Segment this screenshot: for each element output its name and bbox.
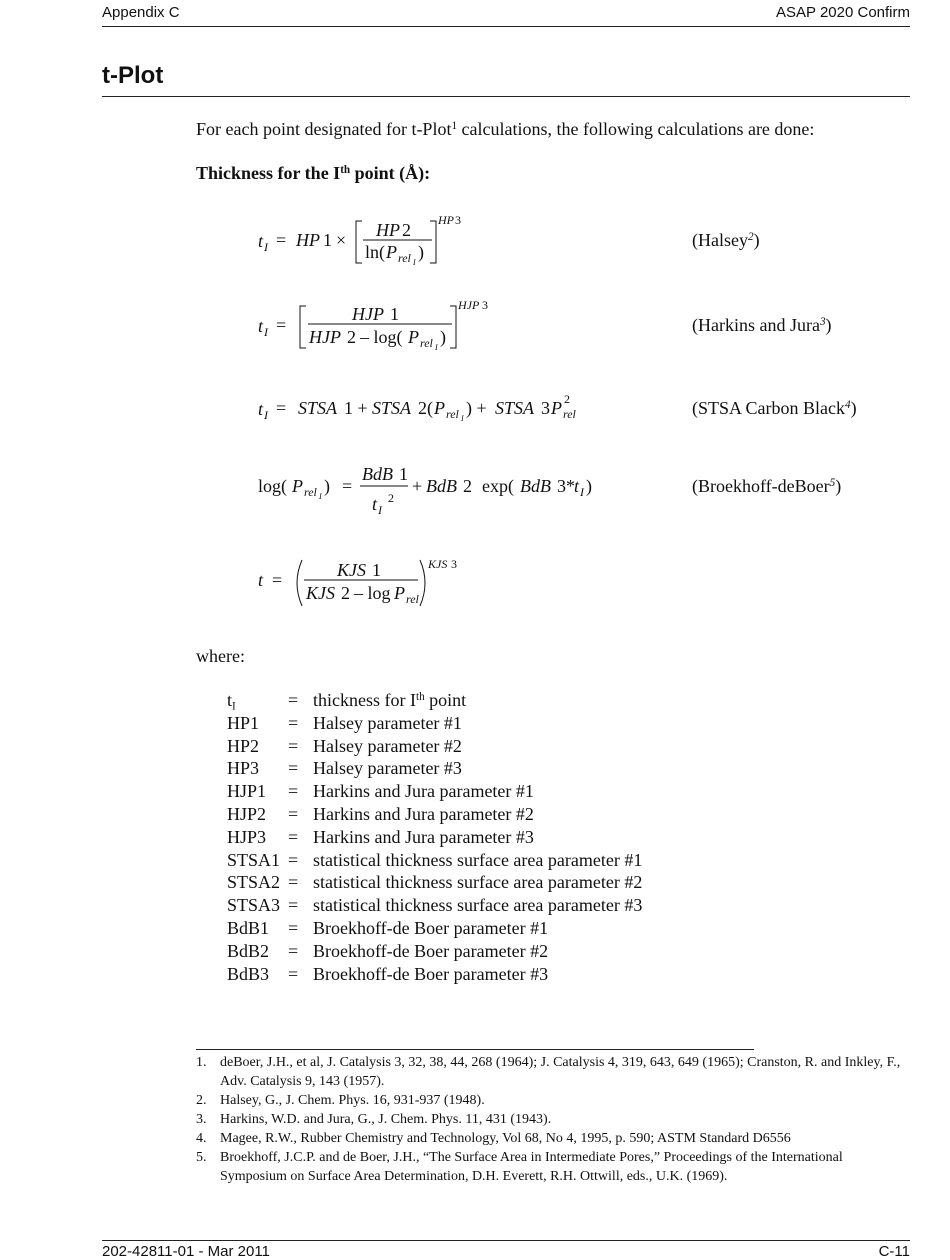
footnote	[196, 1110, 912, 1129]
thickness-heading	[196, 163, 430, 184]
definition-symbol: BdB2	[227, 940, 270, 961]
equals-sign: =	[288, 895, 299, 916]
svg-text:): )	[586, 476, 592, 496]
definition-symbol: HP2	[227, 735, 260, 756]
equation-name: Harkins and Jura	[698, 315, 820, 335]
svg-text:HP: HP	[296, 230, 320, 250]
running-header-right: ASAP 2020 Confirm	[776, 4, 910, 21]
footnote	[196, 1129, 912, 1148]
svg-text:t: t	[258, 570, 264, 590]
heading-text: Thickness for the I	[196, 163, 341, 183]
equation-ref: 4	[845, 398, 851, 411]
svg-text:I: I	[319, 492, 322, 501]
section-title: t-Plot	[102, 62, 164, 89]
footnote	[196, 1053, 912, 1091]
equation-ref: 2	[747, 230, 754, 243]
svg-text:KJS: KJS	[306, 583, 335, 603]
where-label: where:	[196, 646, 245, 666]
svg-text:BdB: BdB	[520, 476, 551, 496]
svg-text:HJP: HJP	[352, 304, 384, 324]
definition-description: Halsey parameter #3	[313, 758, 462, 779]
svg-text:=: =	[276, 230, 287, 250]
svg-text:I: I	[264, 325, 268, 339]
svg-text:2: 2	[347, 327, 356, 347]
svg-text:2: 2	[463, 476, 472, 496]
equation-ref: 5	[829, 476, 836, 489]
svg-text:BdB: BdB	[426, 476, 457, 496]
svg-text:2: 2	[564, 392, 570, 406]
footnote-number: 4.	[196, 1131, 207, 1146]
equation-label-broekhoff-deboer: (Broekhoff-deBoer$^5$)	[692, 476, 842, 496]
svg-text:rel: rel	[446, 407, 459, 421]
svg-text:=: =	[342, 476, 353, 496]
equals-sign: =	[288, 712, 299, 733]
svg-text:1: 1	[399, 464, 408, 484]
footnote-number: 3.	[196, 1112, 207, 1127]
running-footer-left: 202-42811-01 - Mar 2011	[102, 1243, 270, 1260]
definition-symbol: HJP2	[227, 803, 267, 824]
svg-text:P: P	[394, 583, 405, 603]
footnote	[196, 1148, 912, 1186]
svg-text:t: t	[258, 399, 264, 419]
definition-symbol: STSA2	[227, 872, 281, 893]
footnote-number: 5.	[196, 1150, 207, 1165]
svg-text:HP: HP	[438, 213, 454, 227]
definition-symbol: $t_I$	[227, 690, 236, 713]
svg-text:– log: – log	[354, 583, 391, 603]
svg-text:+: +	[412, 476, 423, 496]
footnote-text: deBoer, J.H., et al, J. Catalysis 3, 32, 38, 44, 268 (1964); J. Catalysis 4, 319, 643, 649 (1965); Cranston, R. and Inkley, F., Adv. Catalysis 9, 143 (1957).	[220, 1055, 901, 1089]
definition-description: statistical thickness surface area parameter #3	[313, 895, 643, 916]
equation-name: Halsey	[698, 230, 748, 250]
definition-symbol: BdB1	[227, 917, 270, 938]
svg-text:P: P	[408, 327, 419, 347]
equals-sign: =	[288, 781, 299, 802]
broekhoff-deboer-equation	[250, 462, 610, 522]
definition-symbol: HP3	[227, 758, 260, 779]
definition-description: Broekhoff-de Boer parameter #3	[313, 963, 549, 984]
svg-text:HP: HP	[376, 220, 400, 240]
svg-text:1: 1	[390, 304, 399, 324]
equation-name: STSA Carbon Black	[698, 398, 845, 418]
svg-text:log(: log(	[258, 476, 287, 496]
svg-text:3: 3	[482, 298, 488, 312]
definition-description: Halsey parameter #2	[313, 735, 462, 756]
equals-sign: =	[288, 803, 299, 824]
svg-text:P: P	[292, 476, 303, 496]
svg-text:t: t	[258, 231, 264, 251]
title-divider	[102, 96, 910, 97]
harkins-jura-equation	[250, 296, 510, 356]
equals-sign: =	[288, 826, 299, 847]
equals-sign: =	[288, 849, 299, 870]
equals-sign: =	[288, 690, 299, 710]
equation-label-stsa: (STSA Carbon Black$^4$)	[692, 398, 857, 418]
svg-text:1 +: 1 +	[344, 398, 368, 418]
svg-text:rel: rel	[406, 592, 419, 606]
definition-symbol: HJP1	[227, 781, 267, 802]
svg-text:=: =	[276, 398, 287, 418]
heading-text-cont: point (Å):	[350, 163, 431, 183]
definition-symbol: STSA3	[227, 895, 281, 916]
footer-divider	[102, 1240, 910, 1241]
svg-text:I: I	[435, 343, 438, 352]
svg-text:HJP: HJP	[458, 298, 480, 312]
footnotes	[196, 1053, 912, 1186]
intro-paragraph	[196, 119, 814, 140]
svg-text:1: 1	[372, 560, 381, 580]
svg-text:KJS: KJS	[428, 557, 448, 571]
footnote-number: 2.	[196, 1093, 207, 1108]
footnote-text: Halsey, G., J. Chem. Phys. 16, 931-937 (1948).	[220, 1093, 485, 1108]
footnote-divider	[196, 1049, 754, 1050]
intro-text-cont: calculations, the following calculations are done:	[457, 119, 815, 139]
definition-description: Harkins and Jura parameter #2	[313, 803, 534, 824]
definition-description: Broekhoff-de Boer parameter #1	[313, 917, 549, 938]
equation-name: Broekhoff-deBoer	[698, 476, 830, 496]
svg-text:2(: 2(	[418, 398, 433, 418]
svg-text:P: P	[434, 398, 445, 418]
svg-text:): )	[324, 476, 330, 496]
kjs-equation	[250, 554, 490, 614]
footnote-number: 1.	[196, 1055, 207, 1070]
svg-text:exp(: exp(	[482, 476, 514, 496]
svg-text:rel: rel	[304, 485, 317, 499]
footnote-ref: 1	[451, 119, 458, 132]
svg-text:I: I	[413, 258, 416, 267]
svg-text:3: 3	[451, 557, 457, 571]
equals-sign: =	[288, 758, 299, 779]
svg-text:2: 2	[402, 220, 411, 240]
equals-sign: =	[288, 940, 299, 961]
page-number: C-11	[878, 1243, 910, 1260]
svg-text:2: 2	[388, 491, 394, 505]
svg-text:I: I	[264, 408, 268, 422]
definition-description: Harkins and Jura parameter #3	[313, 826, 534, 847]
svg-text:HJP: HJP	[309, 327, 341, 347]
equals-sign: =	[288, 735, 299, 756]
svg-text:) +: ) +	[466, 398, 487, 418]
svg-text:STSA: STSA	[298, 398, 338, 418]
svg-text:P: P	[551, 398, 562, 418]
svg-text:1: 1	[323, 230, 332, 250]
equals-sign: =	[288, 872, 299, 893]
definition-description: thickness for Ith point	[313, 690, 467, 710]
svg-text:2: 2	[341, 583, 350, 603]
svg-text:3*: 3*	[557, 476, 575, 496]
footnote	[196, 1091, 912, 1110]
definition-description: Broekhoff-de Boer parameter #2	[313, 940, 549, 961]
footnote-text: Broekhoff, J.C.P. and de Boer, J.H., “The Surface Area in Intermediate Pores,” Proceedings of the International Symposium on Surface Area Determination, D.H. Everett, R.H. Ottwill, eds., U.K. (1969).	[220, 1150, 843, 1184]
definition-description: statistical thickness surface area parameter #2	[313, 872, 643, 893]
svg-text:×: ×	[336, 230, 347, 250]
svg-text:STSA: STSA	[495, 398, 535, 418]
equals-sign: =	[288, 963, 299, 984]
svg-text:ln(: ln(	[365, 242, 385, 262]
svg-text:rel: rel	[420, 336, 433, 350]
svg-text:): )	[418, 242, 424, 262]
definition-description: Halsey parameter #1	[313, 712, 462, 733]
equation-label-harkins-jura: (Harkins and Jura$^3$)	[692, 315, 832, 335]
footnote-text: Harkins, W.D. and Jura, G., J. Chem. Phys. 11, 431 (1943).	[220, 1112, 552, 1127]
running-header-left: Appendix C	[102, 4, 180, 21]
svg-text:BdB: BdB	[362, 464, 393, 484]
definition-description: Harkins and Jura parameter #1	[313, 781, 534, 802]
halsey-equation	[250, 210, 480, 270]
definition-description: statistical thickness surface area parameter #1	[313, 849, 643, 870]
intro-text: For each point designated for t-Plot	[196, 119, 452, 139]
svg-text:STSA: STSA	[372, 398, 412, 418]
svg-text:=: =	[276, 315, 287, 335]
definition-symbol: BdB3	[227, 963, 270, 984]
svg-text:rel: rel	[563, 407, 576, 421]
svg-text:=: =	[272, 570, 283, 590]
svg-text:t: t	[258, 316, 264, 336]
svg-text:rel: rel	[398, 251, 411, 265]
svg-text:t: t	[372, 494, 378, 514]
footnote-text: Magee, R.W., Rubber Chemistry and Technology, Vol 68, No 4, 1995, p. 590; ASTM Standard D6556	[220, 1131, 791, 1146]
stsa-equation	[250, 390, 600, 430]
equation-label-halsey: (Halsey$^2$)	[692, 230, 760, 250]
svg-text:I: I	[580, 485, 584, 499]
definition-symbol: HJP3	[227, 826, 267, 847]
svg-text:I: I	[264, 240, 268, 254]
svg-text:I: I	[461, 414, 464, 423]
definition-symbol: STSA1	[227, 849, 281, 870]
equation-ref: 3	[819, 315, 826, 328]
svg-text:I: I	[378, 503, 382, 517]
svg-text:3: 3	[455, 213, 461, 227]
svg-text:3: 3	[541, 398, 550, 418]
svg-text:KJS: KJS	[337, 560, 366, 580]
definition-symbol: HP1	[227, 712, 260, 733]
header-divider	[102, 26, 910, 27]
heading-sup: th	[340, 163, 351, 176]
equals-sign: =	[288, 917, 299, 938]
svg-text:t: t	[574, 476, 580, 496]
svg-text:P: P	[386, 242, 397, 262]
svg-text:– log(: – log(	[360, 327, 403, 347]
svg-text:): )	[440, 327, 446, 347]
